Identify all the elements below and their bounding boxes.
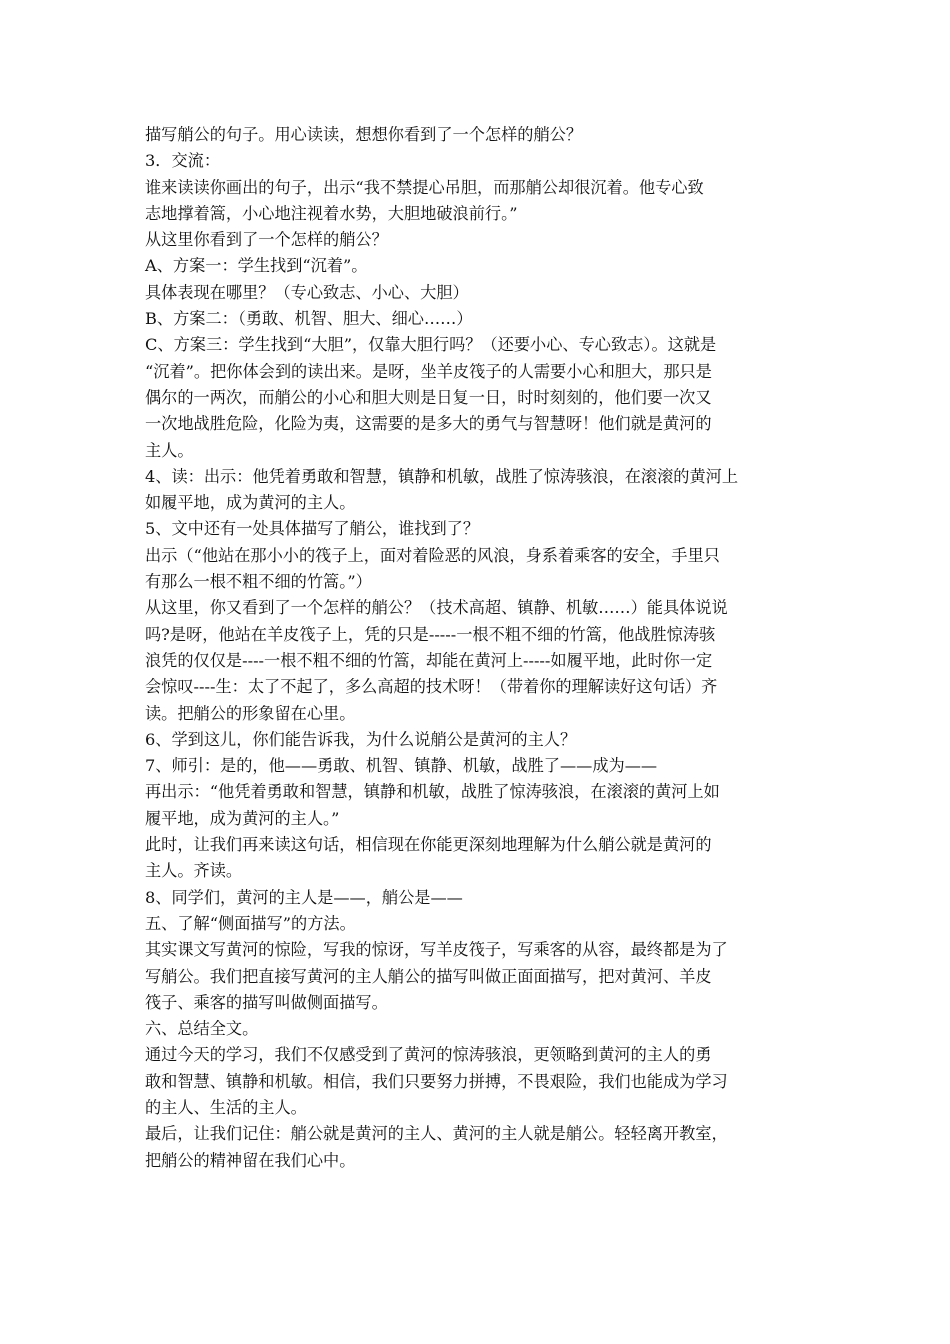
text-line: “沉着”。把你体会到的读出来。是呀，坐羊皮筏子的人需要小心和胆大，那只是 [145, 361, 712, 381]
text-line: 五、了解“侧面描写”的方法。 [145, 913, 356, 933]
text-line: 3．交流： [145, 151, 221, 171]
text-line: 谁来读读你画出的句子，出示“我不禁提心吊胆，而那艄公却很沉着。他专心致 [145, 177, 704, 197]
text-line: 通过今天的学习，我们不仅感受到了黄河的惊涛骇浪，更领略到黄河的主人的勇 [145, 1045, 712, 1065]
text-line: 的主人、生活的主人。 [145, 1097, 307, 1117]
text-line: 志地撑着篙，小心地注视着水势，大胆地破浪前行。” [145, 203, 518, 223]
text-line: 出示（“他站在那小小的筏子上，面对着险恶的风浪，身系着乘客的安全，手里只 [145, 545, 720, 565]
text-line: 7、师引：是的，他——勇敢、机智、镇静、机敏，战胜了——成为—— [145, 756, 658, 776]
text-line: 主人。齐读。 [145, 861, 243, 881]
text-line: 有那么一根不粗不细的竹篙。”） [145, 572, 372, 592]
text-line: 写艄公。我们把直接写黄河的主人艄公的描写叫做正面面描写，把对黄河、羊皮 [145, 966, 712, 986]
text-line: 敢和智慧、镇静和机敏。相信，我们只要努力拼搏，不畏艰险，我们也能成为学习 [145, 1071, 728, 1091]
text-line: 履平地，成为黄河的主人。” [145, 808, 340, 828]
text-line: B、方案二：（勇敢、机智、胆大、细心……） [145, 309, 473, 329]
text-line: 6、学到这儿，你们能告诉我，为什么说艄公是黄河的主人？ [145, 729, 577, 749]
text-line: 描写艄公的句子。用心读读，想想你看到了一个怎样的艄公？ [145, 125, 583, 144]
text-line: 六、总结全文。 [145, 1019, 259, 1039]
text-line: 吗?是呀，他站在羊皮筏子上，凭的只是-----一根不粗不细的竹篙，他战胜惊涛骇 [145, 624, 716, 644]
text-line: 8、同学们，黄河的主人是——，艄公是—— [145, 887, 463, 907]
text-line: 其实课文写黄河的惊险，写我的惊讶，写羊皮筏子，写乘客的从容，最终都是为了 [145, 940, 728, 960]
text-line: 从这里你看到了一个怎样的艄公？ [145, 230, 388, 250]
text-line: 筏子、乘客的描写叫做侧面描写。 [145, 992, 388, 1012]
text-line: 最后，让我们记住：艄公就是黄河的主人、黄河的主人就是艄公。轻轻离开教室， [145, 1124, 728, 1144]
text-line: 4、读：出示：他凭着勇敢和智慧，镇静和机敏，战胜了惊涛骇浪，在滚滚的黄河上 [145, 466, 739, 486]
text-line: 此时，让我们再来读这句话，相信现在你能更深刻地理解为什么艄公就是黄河的 [145, 835, 712, 855]
text-line: A、方案一：学生找到“沉着”。 [145, 256, 368, 276]
text-line: 浪凭的仅仅是----一根不粗不细的竹篙，却能在黄河上-----如履平地，此时你一定 [145, 650, 713, 670]
text-line: 偶尔的一两次，而艄公的小心和胆大则是日复一日，时时刻刻的，他们要一次又 [145, 387, 712, 407]
document-body [145, 122, 825, 1174]
text-line: 从这里，你又看到了一个怎样的艄公？（技术高超、镇静、机敏……）能具体说说 [145, 598, 728, 618]
text-line: 主人。 [145, 440, 194, 460]
text-line: 如履平地，成为黄河的主人。 [145, 493, 356, 513]
text-line: 5、文中还有一处具体描写了艄公，谁找到了？ [145, 519, 480, 539]
text-line: 具体表现在哪里？（专心致志、小心、大胆） [145, 282, 469, 302]
text-line: 会惊叹----生：太了不起了，多么高超的技术呀！（带着你的理解读好这句话）齐 [145, 677, 718, 697]
text-line: 再出示：“他凭着勇敢和智慧，镇静和机敏，战胜了惊涛骇浪，在滚滚的黄河上如 [145, 782, 720, 802]
text-line: 读。把艄公的形象留在心里。 [145, 703, 356, 723]
text-line: 一次地战胜危险，化险为夷，这需要的是多大的勇气与智慧呀！他们就是黄河的 [145, 414, 712, 434]
text-line: C、方案三：学生找到“大胆”，仅靠大胆行吗？（还要小心、专心致志）。这就是 [145, 335, 717, 355]
text-line: 把艄公的精神留在我们心中。 [145, 1150, 356, 1170]
